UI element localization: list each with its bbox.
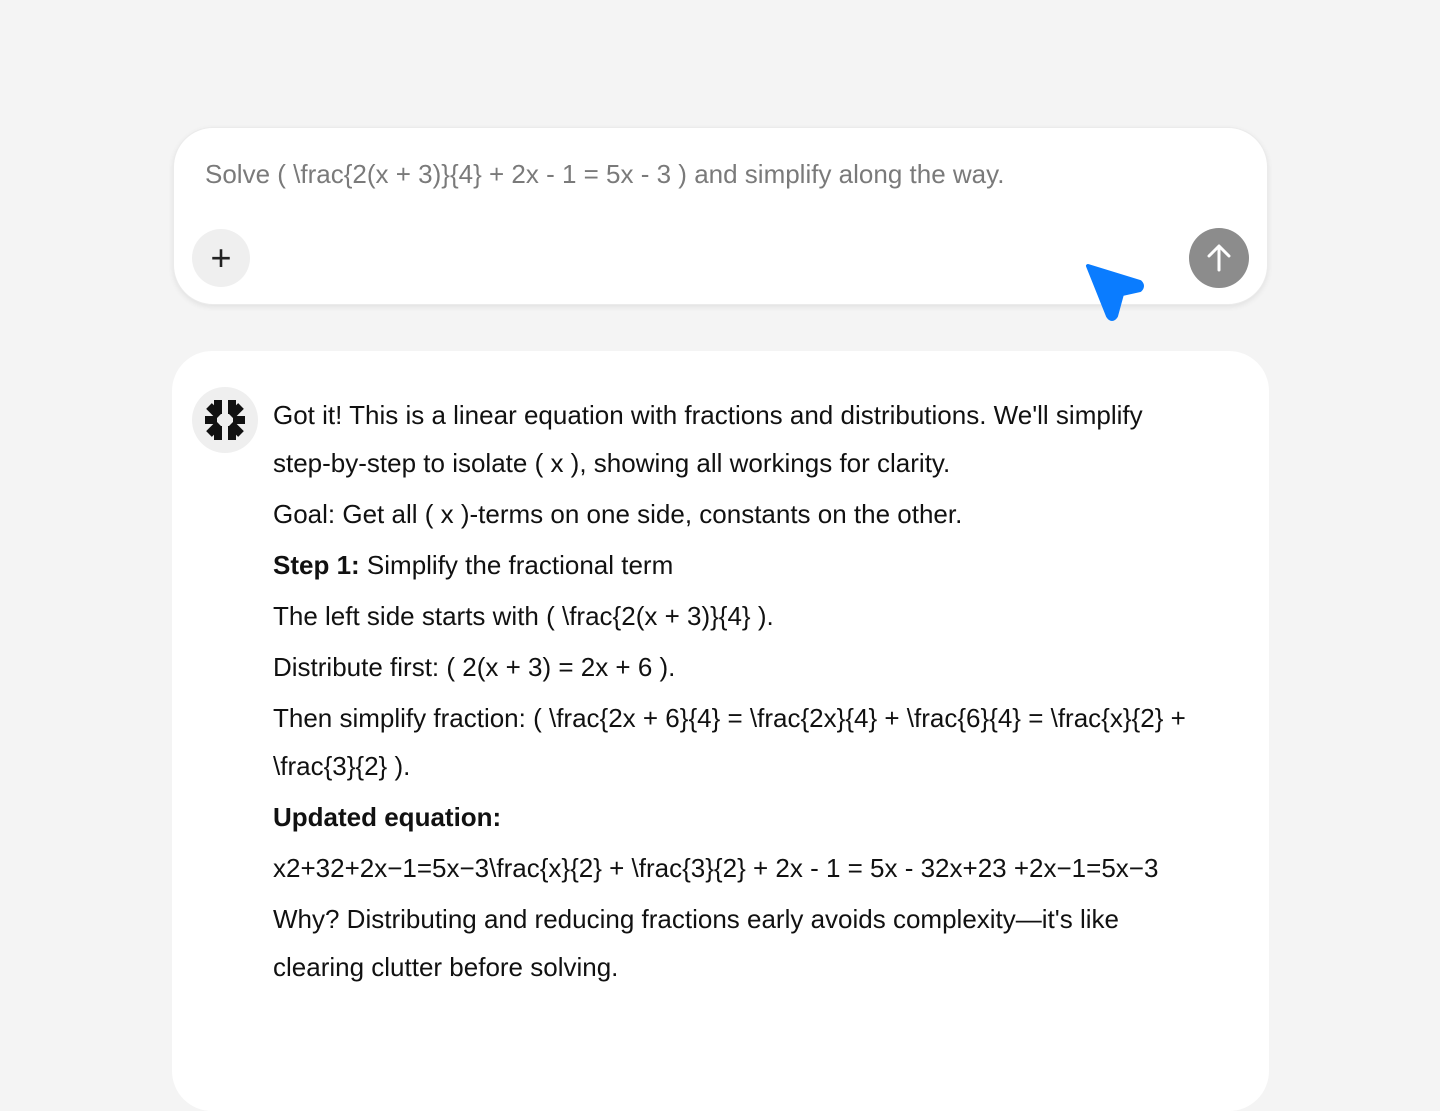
asterisk-logo-icon	[203, 398, 247, 442]
step-heading	[273, 541, 1193, 589]
equation-text: x2+32+2x−1=5x−3\frac{x}{2} + \frac{3}{2} + 2x - 1 = 5x - 32x+23 +2x−1=5x−3	[273, 853, 1159, 883]
goal-text: Goal: Get all ( x )-terms on one side, constants on the other.	[273, 499, 963, 529]
step-label: Step 1:	[273, 550, 360, 580]
arrow-up-icon	[1206, 243, 1232, 273]
plus-icon: +	[210, 237, 232, 278]
why-text: Why? Distributing and reducing fractions early avoids complexity—it's like clearing clutter before solving.	[273, 904, 1119, 982]
updated-equation-label: Updated equation:	[273, 802, 502, 832]
step-title: Simplify the fractional term	[359, 550, 674, 580]
add-attachment-button[interactable]	[192, 229, 250, 287]
prompt-input[interactable]: Solve ( \frac{2(x + 3)}{4} + 2x - 1 = 5x - 3 ) and simplify along the way.	[205, 159, 1005, 189]
assistant-avatar	[192, 387, 258, 453]
assistant-response	[172, 351, 1269, 1111]
step-line: Distribute first: ( 2(x + 3) = 2x + 6 ).	[273, 652, 676, 682]
send-button[interactable]	[1189, 228, 1249, 288]
step-line: The left side starts with ( \frac{2(x + 3)}{4} ).	[273, 601, 774, 631]
intro-text: Got it! This is a linear equation with fractions and distributions. We'll simplify step-by-step to isolate ( x ), showing all workings for clarity.	[273, 400, 1143, 478]
mouse-cursor-icon	[1084, 262, 1146, 322]
step-line: Then simplify fraction: ( \frac{2x + 6}{4} = \frac{2x}{4} + \frac{6}{4} = \frac{x}{2} + \frac{3}{2} ).	[273, 703, 1186, 781]
response-body	[273, 391, 1193, 994]
